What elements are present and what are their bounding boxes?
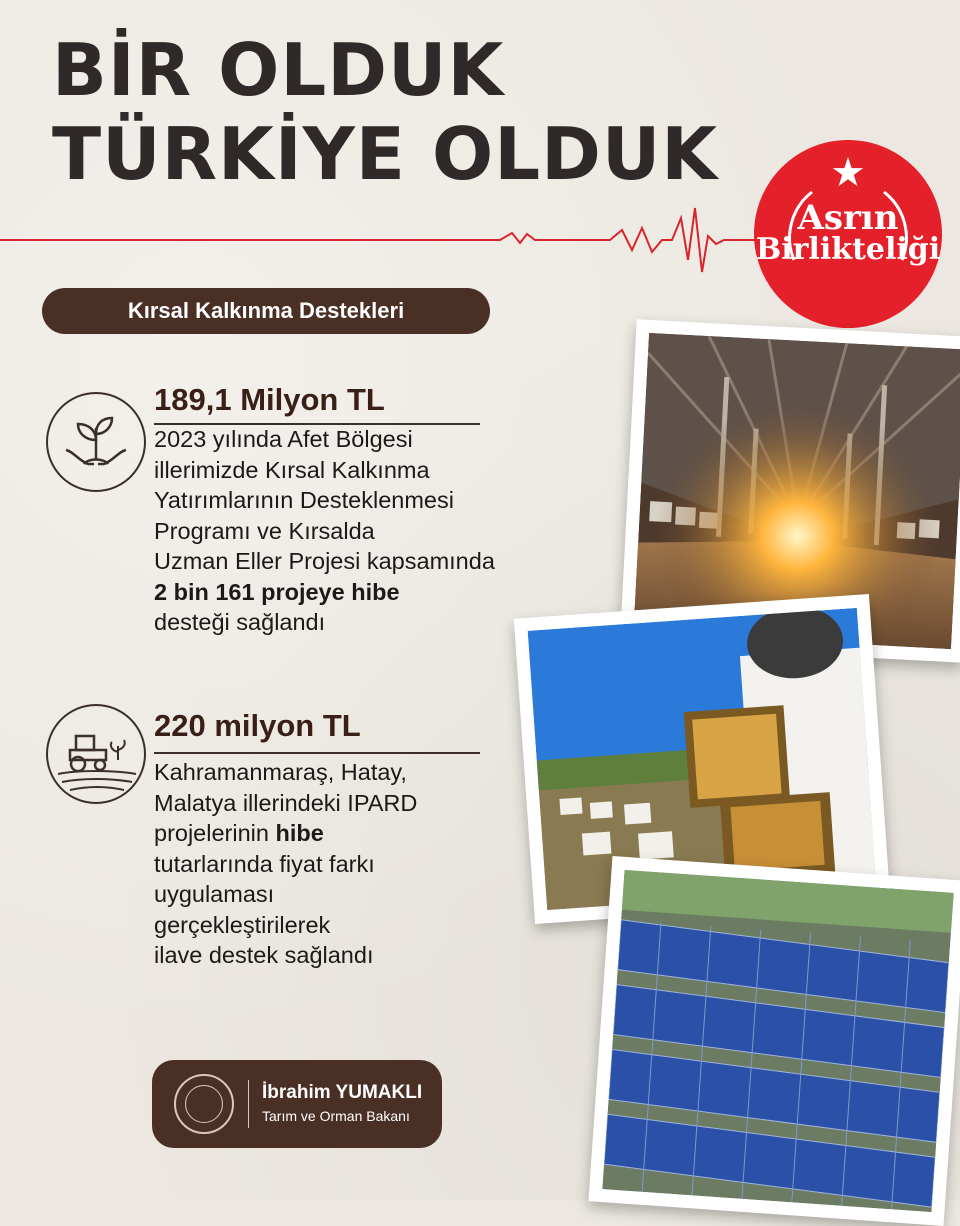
stat2-highlight: hibe	[275, 820, 324, 846]
minister-title: Tarım ve Orman Bakanı	[262, 1108, 410, 1124]
seedling-hands-icon	[46, 392, 146, 492]
tractor-field-icon	[46, 704, 146, 804]
stat1-line: Programı ve Kırsalda	[154, 517, 375, 544]
stat-description-1	[154, 424, 495, 638]
headline-line1: BİR OLDUK	[52, 28, 505, 112]
stat2-line: Kahramanmaraş, Hatay,	[154, 759, 407, 785]
stat1-highlight: 2 bin 161 projeye hibe	[154, 578, 400, 605]
stat-amount-2: 220 milyon TL	[154, 708, 361, 743]
headline-line2: TÜRKİYE OLDUK	[52, 112, 719, 196]
stat1-highlight-line	[154, 577, 495, 608]
stat-description-2	[154, 757, 417, 971]
stat2-mixed-line	[154, 818, 417, 849]
stat1-line: 2023 yılında Afet Bölgesi	[154, 426, 413, 452]
stat1-line: Yatırımlarının Desteklenmesi	[154, 487, 454, 513]
emblem-line2: Birlikteliği	[755, 232, 941, 267]
asrin-birlikteligi-emblem	[754, 140, 942, 328]
seal-inner-ring	[185, 1085, 223, 1123]
stat-amount-1: 189,1 Milyon TL	[154, 382, 385, 417]
solar-panels-photo	[588, 856, 960, 1226]
stat2-line: uygulaması	[154, 881, 275, 907]
stat2-line: gerçekleştirilerek	[154, 911, 331, 938]
stat2-line: tutarlarında fiyat farkı	[154, 850, 375, 877]
section-title: Kırsal Kalkınma Destekleri	[42, 288, 490, 334]
footer-divider	[248, 1080, 249, 1128]
stat2-line: ilave destek sağlandı	[154, 942, 374, 968]
stat1-line: illerimizde Kırsal Kalkınma	[154, 456, 430, 483]
stat-divider-2	[154, 752, 480, 754]
minister-name: İbrahim YUMAKLI	[262, 1082, 423, 1103]
stat1-line: desteği sağlandı	[154, 609, 326, 635]
headline	[52, 28, 718, 196]
emblem-line1: Asrın	[797, 198, 899, 238]
stat2-line: Malatya illerindeki IPARD	[154, 789, 418, 816]
stat1-line: Uzman Eller Projesi kapsamında	[154, 548, 495, 574]
stat2-line-part: projelerinin	[154, 820, 269, 846]
ministry-seal-icon	[174, 1074, 234, 1134]
minister-signature	[152, 1060, 442, 1148]
